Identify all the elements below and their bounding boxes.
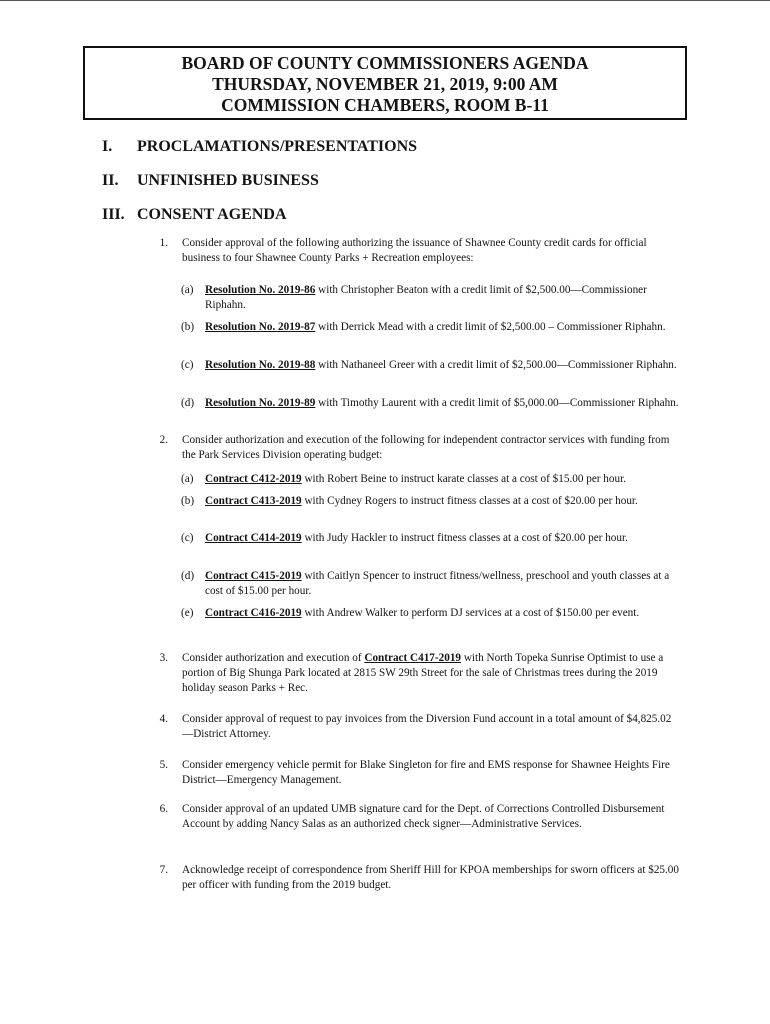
section-number: III.	[102, 206, 125, 223]
sub-item-letter: (b)	[181, 321, 195, 333]
sub-item-detail: with Andrew Walker to perform DJ services at a cost of $150.00 per event.	[301, 607, 640, 619]
sub-item-letter: (c)	[181, 359, 194, 371]
item-text	[182, 651, 682, 696]
item-number: 3.	[159, 652, 168, 664]
header-location: COMMISSION CHAMBERS, ROOM B-11	[221, 95, 549, 115]
item-text: Consider approval of an updated UMB signature card for the Dept. of Corrections Controlled Disbursement Account by adding Nancy Salas as an authorized check signer—Administrative Services.	[182, 803, 665, 830]
page-top-rule	[0, 0, 770, 1]
sub-item-letter: (a)	[181, 473, 194, 485]
item-number: 7.	[159, 864, 168, 876]
sub-item-letter: (d)	[181, 570, 195, 582]
item-number: 6.	[159, 803, 168, 815]
item-text-lead: Consider authorization and execution of	[182, 652, 365, 664]
item-text: Consider approval of the following authorizing the issuance of Shawnee County credit cards for official business to four Shawnee County Parks + Recreation employees:	[182, 237, 647, 264]
sub-item-letter: (b)	[181, 495, 195, 507]
section-title: PROCLAMATIONS/PRESENTATIONS	[137, 138, 418, 155]
sub-item-detail: with Nathaneel Greer with a credit limit of $2,500.00—Commissioner Riphahn.	[315, 359, 677, 371]
contract-reference: Contract C415-2019	[205, 570, 302, 582]
contract-reference: Contract C416-2019	[205, 607, 302, 619]
sub-item-letter: (d)	[181, 397, 195, 409]
sub-item-detail: with Caitlyn Spencer to instruct fitness/wellness, preschool and youth classes at a cost of $15.00 per hour.	[205, 570, 670, 597]
sub-item-detail: with Judy Hackler to instruct fitness classes at a cost of $20.00 per hour.	[301, 532, 628, 544]
sub-item-letter: (a)	[181, 284, 194, 296]
sub-item-text	[205, 531, 685, 546]
sub-item-detail: with Christopher Beaton with a credit limit of $2,500.00—Commissioner Riphahn.	[205, 284, 647, 311]
item-number: 1.	[159, 237, 168, 249]
item-number: 5.	[159, 759, 168, 771]
header-title: BOARD OF COUNTY COMMISSIONERS AGENDA	[181, 53, 589, 73]
sub-item-text	[205, 358, 685, 373]
sub-item-text	[205, 569, 685, 599]
sub-item-detail: with Cydney Rogers to instruct fitness classes at a cost of $20.00 per hour.	[301, 495, 638, 507]
resolution-reference: Resolution No. 2019-87	[205, 321, 316, 333]
sub-item-text	[205, 396, 685, 411]
sub-item-detail: with Timothy Laurent with a credit limit of $5,000.00—Commissioner Riphahn.	[315, 397, 679, 409]
resolution-reference: Resolution No. 2019-88	[205, 359, 316, 371]
item-text: Consider approval of request to pay invoices from the Diversion Fund account in a total amount of $4,825.02—District Attorney.	[182, 713, 672, 740]
sub-item-text	[205, 472, 685, 487]
item-text-detail: with North Topeka Sunrise Optimist to use a portion of Big Shunga Park located at 2815 SW 29th Street for the sale of Christmas trees during the 2019 holiday season Parks + Rec.	[182, 652, 664, 694]
item-text: Consider authorization and execution of the following for independent contractor services with funding from the Park Services Division operating budget:	[182, 434, 670, 461]
contract-reference: Contract C413-2019	[205, 495, 302, 507]
section-number: I.	[102, 138, 113, 155]
item-number: 2.	[159, 434, 168, 446]
contract-reference: Contract C412-2019	[205, 473, 302, 485]
sub-item-letter: (c)	[181, 532, 194, 544]
item-text: Acknowledge receipt of correspondence from Sheriff Hill for KPOA memberships for sworn officers at $25.00 per officer with funding from the 2019 budget.	[182, 864, 679, 891]
item-number: 4.	[159, 713, 168, 725]
section-title: CONSENT AGENDA	[137, 206, 287, 223]
sub-item-text	[205, 320, 685, 335]
sub-item-letter: (e)	[181, 607, 194, 619]
header-date: THURSDAY, NOVEMBER 21, 2019, 9:00 AM	[212, 74, 558, 94]
contract-reference: Contract C417-2019	[364, 652, 462, 664]
resolution-reference: Resolution No. 2019-86	[205, 284, 316, 296]
sub-item-text	[205, 494, 685, 509]
section-number: II.	[102, 172, 119, 189]
sub-item-text	[205, 283, 685, 313]
sub-item-detail: with Derrick Mead with a credit limit of $2,500.00 – Commissioner Riphahn.	[315, 321, 666, 333]
contract-reference: Contract C414-2019	[205, 532, 302, 544]
sub-item-detail: with Robert Beine to instruct karate classes at a cost of $15.00 per hour.	[301, 473, 626, 485]
resolution-reference: Resolution No. 2019-89	[205, 397, 316, 409]
agenda-header	[83, 46, 687, 120]
section-title: UNFINISHED BUSINESS	[137, 172, 319, 189]
item-text: Consider emergency vehicle permit for Blake Singleton for fire and EMS response for Shawnee Heights Fire District—Emergency Management.	[182, 759, 670, 786]
sub-item-text	[205, 606, 685, 621]
